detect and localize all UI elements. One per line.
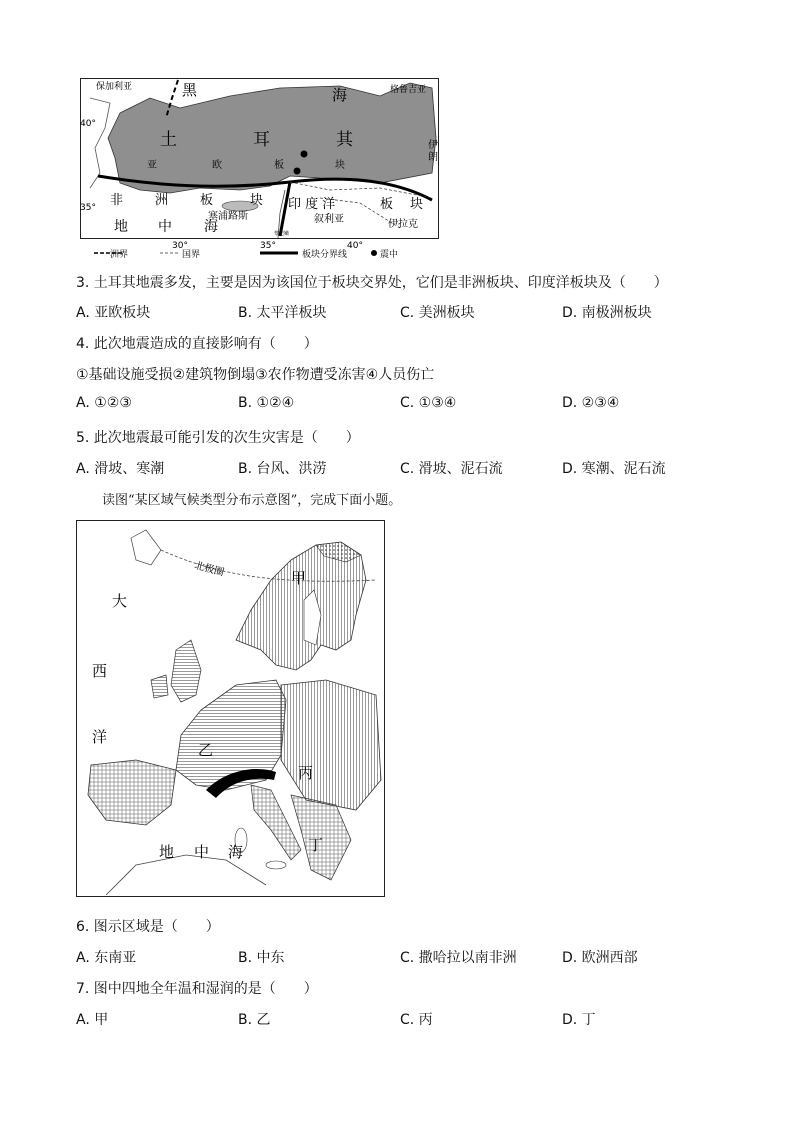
label-yang: 洋 <box>92 728 108 746</box>
label-lat40: 40° <box>80 119 96 129</box>
question-5-stem: 5. 此次地震最可能引发的次生灾害是（ ） <box>76 430 360 446</box>
europe-climate-map <box>76 520 386 898</box>
label-kuai2: 块 <box>250 193 264 208</box>
label-zhong: 中 <box>194 843 210 861</box>
q3-option-b[interactable]: B. 太平洋板块 <box>238 305 327 321</box>
epicenter-dot <box>294 168 301 175</box>
label-bulgaria: 保加利亚 <box>96 82 133 92</box>
label-yi: 乙 <box>198 741 214 759</box>
q6-option-c[interactable]: C. 撒哈拉以南非洲 <box>400 950 517 966</box>
label-georgia: 格鲁吉亚 <box>390 85 427 95</box>
question-4-sub: ①基础设施受损②建筑物倒塌③农作物遭受冻害④人员伤亡 <box>76 367 435 383</box>
label-ou: 欧 <box>212 160 222 171</box>
q4-option-a[interactable]: A. ①②③ <box>76 395 132 411</box>
label-syria: 叙利亚 <box>314 214 344 225</box>
epicenter-dot <box>301 151 308 158</box>
label-lon30: 30° <box>172 241 188 251</box>
q3-option-c[interactable]: C. 美洲板块 <box>400 305 475 321</box>
label-lon35: 35° <box>260 241 276 251</box>
q6-option-b[interactable]: B. 中东 <box>238 950 285 966</box>
label-india-plate: 印 度 洋 <box>288 197 336 212</box>
label-tu: 土 <box>160 130 177 150</box>
label-lat35: 35° <box>80 203 96 213</box>
label-bing: 丙 <box>298 764 314 782</box>
label-di: 地 <box>114 219 128 235</box>
label-jia: 甲 <box>291 569 307 587</box>
question-7-stem: 7. 图中四地全年温和湿润的是（ ） <box>76 981 318 997</box>
label-lebanon: 黎巴嫩 <box>274 231 290 237</box>
q6-option-a[interactable]: A. 东南亚 <box>76 950 137 966</box>
label-ya: 亚 <box>147 160 157 171</box>
q6-option-d[interactable]: D. 欧洲西部 <box>562 950 638 966</box>
label-black: 黑 <box>182 81 198 99</box>
label-di: 地 <box>159 843 175 861</box>
q3-option-a[interactable]: A. 亚欧板块 <box>76 305 151 321</box>
label-ban3: 板 <box>380 197 394 212</box>
label-zhou: 洲 <box>155 193 169 208</box>
label-hai: 海 <box>228 843 244 861</box>
q7-option-a[interactable]: A. 甲 <box>76 1012 109 1028</box>
label-fei: 非 <box>110 193 124 208</box>
turkey-plate-map <box>80 78 442 261</box>
q7-option-d[interactable]: D. 丁 <box>562 1012 596 1028</box>
label-qi: 其 <box>336 130 353 150</box>
q4-option-b[interactable]: B. ①②④ <box>238 395 295 411</box>
label-hai: 海 <box>204 219 218 235</box>
question-3-stem: 3. 土耳其地震多发，主要是因为该国位于板块交界处，它们是非洲板块、印度洋板块及（ ） <box>76 275 668 291</box>
label-iran1: 伊 <box>428 140 438 151</box>
q3-option-d[interactable]: D. 南极洲板块 <box>562 305 652 321</box>
q5-option-c[interactable]: C. 滑坡、泥石流 <box>400 461 503 477</box>
q5-option-b[interactable]: B. 台风、洪涝 <box>238 461 327 477</box>
svg-text:洲界: 洲界 <box>110 250 129 260</box>
label-iraq: 伊拉克 <box>388 219 418 230</box>
label-kuai3: 块 <box>410 197 424 212</box>
q7-option-b[interactable]: B. 乙 <box>238 1012 271 1028</box>
svg-text:国界: 国界 <box>182 250 201 260</box>
label-cyprus: 塞浦路斯 <box>208 211 248 222</box>
label-da: 大 <box>112 592 128 610</box>
label-ding: 丁 <box>308 836 324 854</box>
q4-option-d[interactable]: D. ②③④ <box>562 395 620 411</box>
label-ban2: 板 <box>200 193 214 208</box>
label-xi: 西 <box>92 662 108 680</box>
label-iran2: 朗 <box>428 152 438 163</box>
label-zhong: 中 <box>158 219 172 235</box>
svg-text:震中: 震中 <box>380 250 399 260</box>
label-kuai: 块 <box>335 160 345 171</box>
label-arctic-circle: 北极圈 <box>193 560 226 579</box>
q5-option-a[interactable]: A. 滑坡、寒潮 <box>76 461 165 477</box>
svg-text:板块分界线: 板块分界线 <box>302 250 348 260</box>
q5-option-d[interactable]: D. 寒潮、泥石流 <box>562 461 666 477</box>
question-4-stem: 4. 此次地震造成的直接影响有（ ） <box>76 336 318 352</box>
label-er: 耳 <box>253 130 270 150</box>
label-lon40: 40° <box>347 241 363 251</box>
label-ban: 板 <box>274 160 284 171</box>
label-sea: 海 <box>332 86 348 104</box>
q7-option-c[interactable]: C. 丙 <box>400 1012 433 1028</box>
section-intro: 读图“某区域气候类型分布示意图”，完成下面小题。 <box>102 493 402 508</box>
q4-option-c[interactable]: C. ①③④ <box>400 395 457 411</box>
question-6-stem: 6. 图示区域是（ ） <box>76 919 220 935</box>
